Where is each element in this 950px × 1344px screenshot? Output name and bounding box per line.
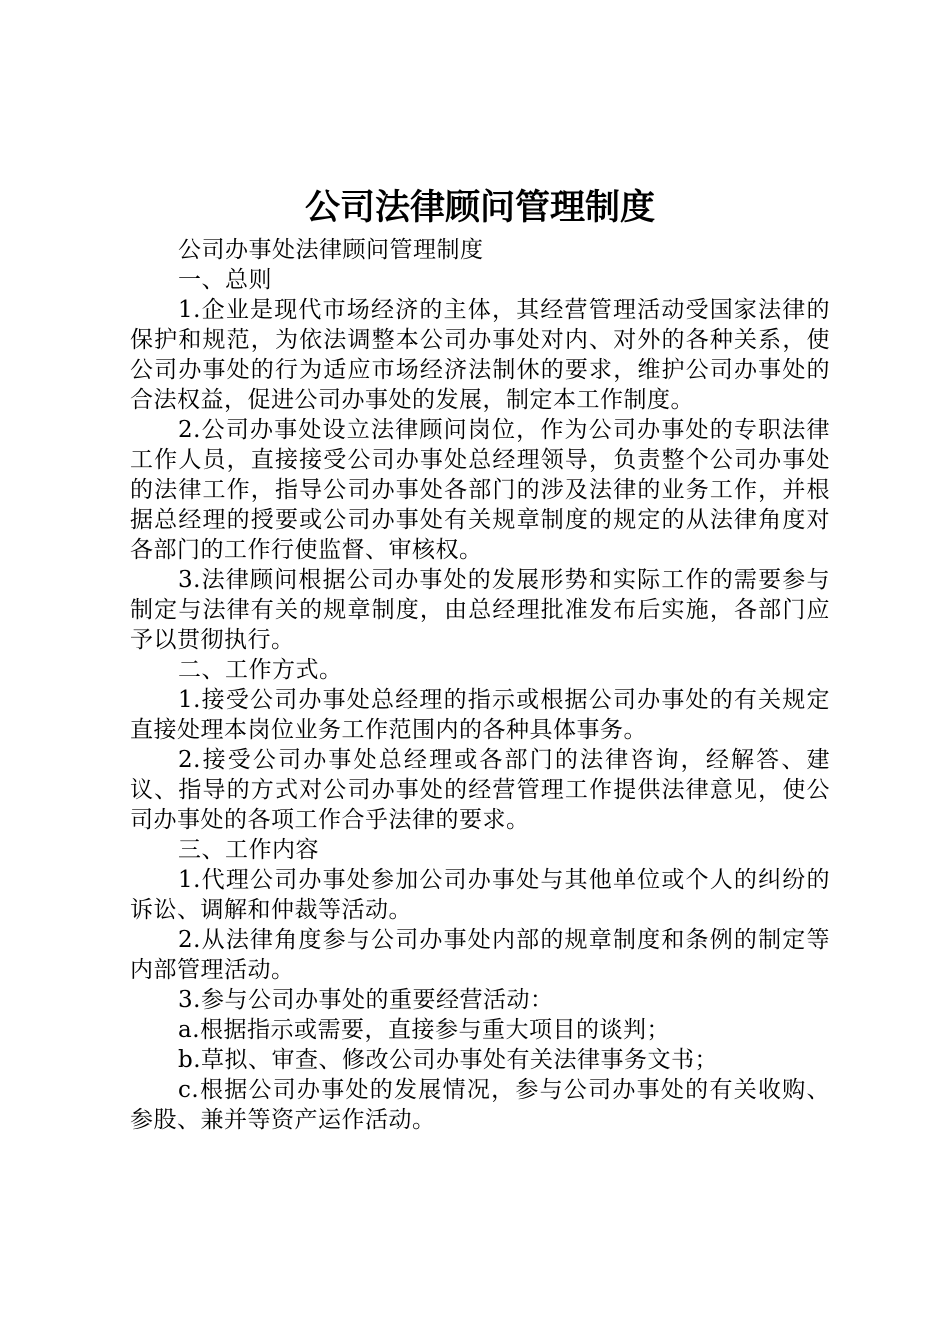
paragraph-content-1: 1.代理公司办事处参加公司办事处与其他单位或个人的纠纷的诉讼、调解和仲裁等活动。 [130, 867, 830, 923]
document-title: 公司法律顾问管理制度 [304, 188, 655, 228]
section-heading-work-content: 三、工作内容 [178, 837, 319, 863]
paragraph-content-2: 2.从法律角度参与公司办事处内部的规章制度和条例的制定等内部管理活动。 [130, 927, 830, 983]
paragraph-content-3b: b.草拟、审查、修改公司办事处有关法律事务文书； [178, 1047, 719, 1073]
paragraph-subtitle: 公司办事处法律顾问管理制度 [178, 237, 484, 263]
section-heading-working-method: 二、工作方式。 [178, 657, 343, 683]
paragraph-method-1: 1.接受公司办事处总经理的指示或根据公司办事处的有关规定直接处理本岗位业务工作范围内的各种具体事务。 [130, 687, 830, 743]
document-page [130, 183, 830, 1135]
paragraph-general-3: 3.法律顾问根据公司办事处的发展形势和实际工作的需要参与制定与法律有关的规章制度，由总经理批准发布后实施，各部门应予以贯彻执行。 [130, 567, 830, 653]
paragraph-content-3: 3.参与公司办事处的重要经营活动： [178, 987, 554, 1013]
paragraph-general-1: 1.企业是现代市场经济的主体，其经营管理活动受国家法律的保护和规范，为依法调整本公司办事处对内、对外的各种关系，使公司办事处的行为适应市场经济法制休的要求，维护公司办事处的合法权益，促进公司办事处的发展，制定本工作制度。 [130, 297, 830, 413]
section-heading-general: 一、总则 [178, 267, 272, 293]
paragraph-general-2: 2.公司办事处设立法律顾问岗位，作为公司办事处的专职法律工作人员，直接接受公司办事处总经理领导，负责整个公司办事处的法律工作，指导公司办事处各部门的涉及法律的业务工作，并根据总经理的授要或公司办事处有关规章制度的规定的从法律角度对各部门的工作行使监督、审核权。 [130, 417, 830, 563]
paragraph-content-3c: c.根据公司办事处的发展情况，参与公司办事处的有关收购、参股、兼并等资产运作活动。 [130, 1077, 830, 1133]
paragraph-method-2: 2.接受公司办事处总经理或各部门的法律咨询，经解答、建议、指导的方式对公司办事处的经营管理工作提供法律意见，使公司办事处的各项工作合乎法律的要求。 [130, 747, 830, 833]
paragraph-content-3a: a.根据指示或需要，直接参与重大项目的谈判； [178, 1017, 671, 1043]
